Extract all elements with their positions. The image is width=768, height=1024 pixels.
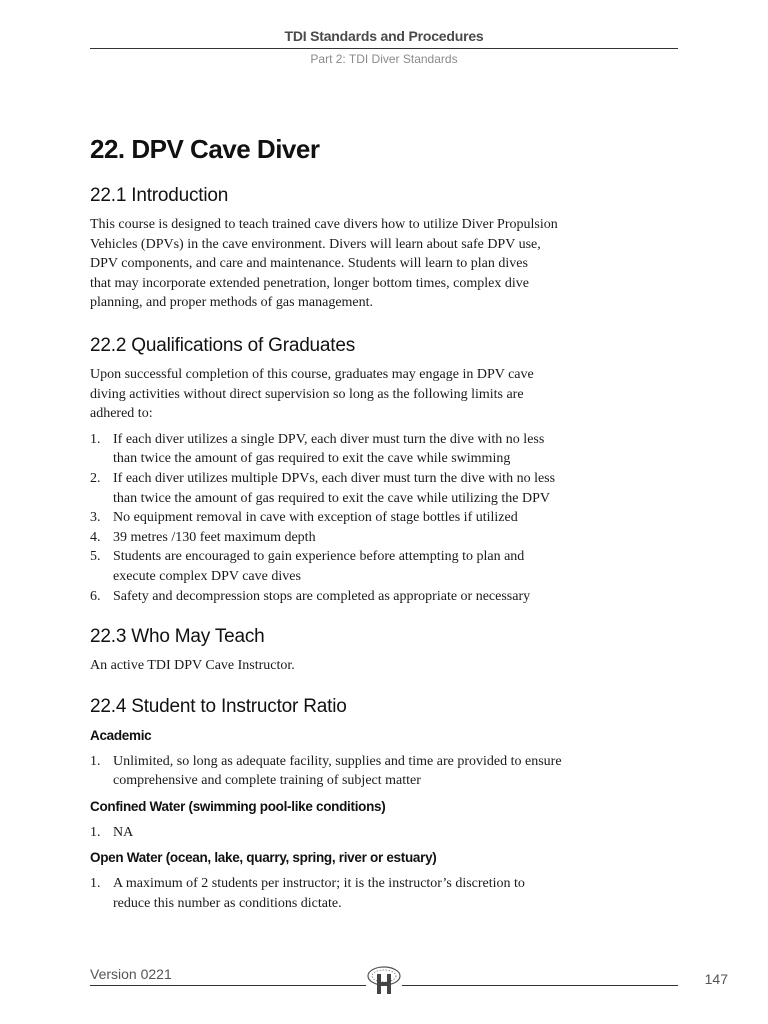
list-item xyxy=(90,508,590,528)
list-number: 1. xyxy=(90,824,101,840)
introduction-paragraph xyxy=(90,215,590,313)
list-number: 6. xyxy=(90,588,101,604)
running-header-title: TDI Standards and Procedures xyxy=(284,28,484,44)
qualifications-list xyxy=(90,430,590,606)
subheading-label: Confined Water xyxy=(90,798,186,814)
subheading-detail: (ocean, lake, quarry, spring, river or estuary) xyxy=(165,850,437,866)
subheading-open-water xyxy=(90,848,590,868)
list-item-line: Safety and decompression stops are completed as appropriate or necessary xyxy=(113,588,531,604)
footer-version: Version 0221 xyxy=(90,966,172,982)
list-number: 5. xyxy=(90,549,101,565)
subheading-label: Open Water xyxy=(90,850,163,866)
list-item-line: 39 metres /130 feet maximum depth xyxy=(113,529,316,545)
page-content xyxy=(90,132,590,914)
list-item-line: No equipment removal in cave with exception of stage bottles if utilized xyxy=(113,510,518,526)
list-item xyxy=(90,752,590,791)
running-header-subtitle: Part 2: TDI Diver Standards xyxy=(310,52,458,66)
list-item-line: A maximum of 2 students per instructor; it is the instructor’s discretion to xyxy=(113,876,525,892)
list-number: 3. xyxy=(90,510,101,526)
paragraph-line: planning, and proper methods of gas management. xyxy=(90,295,374,311)
paragraph-line: diving activities without direct supervision so long as the following limits are xyxy=(90,386,524,402)
list-item-line: If each diver utilizes multiple DPVs, each diver must turn the dive with no less xyxy=(113,470,556,486)
list-item xyxy=(90,528,590,548)
list-number: 1. xyxy=(90,431,101,447)
paragraph-line: that may incorporate extended penetration, longer bottom times, complex dive xyxy=(90,275,529,291)
list-number: 1. xyxy=(90,876,101,892)
list-number: 2. xyxy=(90,470,101,486)
chapter-title: 22. DPV Cave Diver xyxy=(90,134,320,164)
paragraph-line: adhered to: xyxy=(90,406,153,422)
subheading-detail: (swimming pool-like conditions) xyxy=(188,798,386,814)
section-heading-who-may-teach: 22.3 Who May Teach xyxy=(90,626,265,648)
footer-rule-right xyxy=(402,985,678,986)
section-heading-qualifications: 22.2 Qualifications of Graduates xyxy=(90,334,356,356)
section-heading-introduction: 22.1 Introduction xyxy=(90,185,229,206)
paragraph-line: DPV components, and care and maintenance. Students will learn to plan dives xyxy=(90,256,528,272)
list-item xyxy=(90,587,590,607)
tdi-helmet-logo-icon xyxy=(364,964,404,996)
academic-list xyxy=(90,752,590,791)
list-item-line: If each diver utilizes a single DPV, each diver must turn the dive with no less xyxy=(113,431,545,447)
list-number: 4. xyxy=(90,529,101,545)
paragraph-line: Vehicles (DPVs) in the cave environment. Divers will learn about safe DPV use, xyxy=(90,236,541,252)
list-number: 1. xyxy=(90,753,101,769)
list-item-line: NA xyxy=(113,824,134,840)
list-item xyxy=(90,874,590,913)
footer-rule-left xyxy=(90,985,366,986)
subheading-label: Academic xyxy=(90,727,152,743)
confined-water-list xyxy=(90,823,590,843)
qualifications-paragraph xyxy=(90,365,590,424)
page-number: 147 xyxy=(704,971,728,987)
list-item-line: comprehensive and complete training of subject matter xyxy=(113,773,421,789)
list-item-line: than twice the amount of gas required to exit the cave while utilizing the DPV xyxy=(113,490,550,506)
subheading-academic xyxy=(90,726,590,746)
list-item xyxy=(90,430,590,469)
section-heading-ratio: 22.4 Student to Instructor Ratio xyxy=(90,695,347,717)
list-item-line: execute complex DPV cave dives xyxy=(113,568,301,584)
list-item xyxy=(90,823,590,843)
list-item-line: Unlimited, so long as adequate facility, supplies and time are provided to ensure xyxy=(113,753,562,769)
list-item-line: Students are encouraged to gain experience before attempting to plan and xyxy=(113,549,525,565)
list-item-line: reduce this number as conditions dictate. xyxy=(113,896,342,912)
list-item xyxy=(90,469,590,508)
header-rule xyxy=(90,48,678,49)
open-water-list xyxy=(90,874,590,913)
list-item-line: than twice the amount of gas required to exit the cave while swimming xyxy=(113,451,511,467)
paragraph-line: Upon successful completion of this course, graduates may engage in DPV cave xyxy=(90,366,534,382)
subheading-confined-water xyxy=(90,797,590,817)
list-item xyxy=(90,547,590,586)
paragraph-line: This course is designed to teach trained cave divers how to utilize Diver Propulsion xyxy=(90,217,558,232)
who-may-teach-paragraph: An active TDI DPV Cave Instructor. xyxy=(90,658,295,674)
